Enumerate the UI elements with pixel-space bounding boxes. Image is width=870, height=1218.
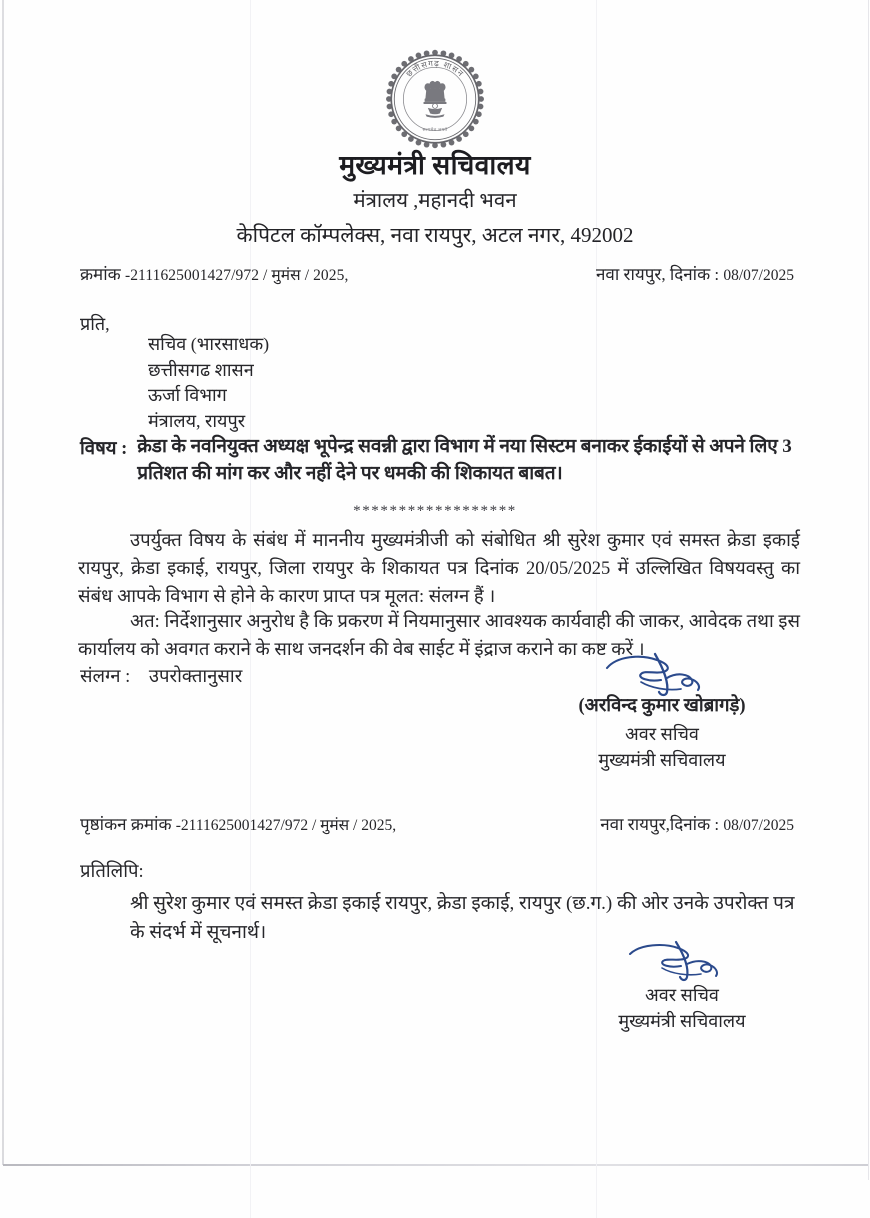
endorsement-place-date-block bbox=[600, 812, 794, 835]
copy-to-label: प्रतिलिपि: bbox=[80, 862, 144, 882]
handwritten-signature-icon bbox=[622, 938, 742, 984]
subject-text: क्रेडा के नवनियुक्त अध्यक्ष भूपेन्द्र सवन्नी द्वारा विभाग में नया सिस्टम बनाकर ईकाईयों से अपने लिए 3 प्रतिशत की मांग कर और नहीं देने पर धमकी की शिकायत बाबत। bbox=[137, 436, 792, 484]
to-label: प्रति, bbox=[80, 314, 110, 334]
body-paragraph-1: उपर्युक्त विषय के संबंध में माननीय मुख्यमंत्रीजी को संबोधित श्री सुरेश कुमार एवं समस्त क्रेडा इकाई रायपुर, क्रेडा इकाई, रायपुर, जिला रायपुर के शिकायत पत्र दिनांक 20/05/2025 में उल्लिखित विषयवस्तु का संबंध आपके विभाग से होने के कारण प्राप्त पत्र मूलत: संलग्न हैं । bbox=[78, 531, 800, 608]
endorsement-number: -2111625001427/972 / मुमंस / 2025, bbox=[175, 817, 397, 834]
reference-number-block bbox=[80, 262, 348, 285]
enclosure-label: संलग्न : bbox=[80, 667, 131, 687]
enclosure-block bbox=[80, 663, 242, 688]
addressee-line: मंत्रालय, रायपुर bbox=[148, 410, 246, 431]
addressee-block bbox=[148, 332, 269, 434]
government-emblem-icon bbox=[383, 47, 487, 151]
reference-label: क्रमांक bbox=[80, 265, 121, 284]
signature-block-secondary bbox=[560, 938, 804, 1034]
reference-number: -2111625001427/972 / मुमंस / 2025, bbox=[124, 267, 349, 284]
addressee-line: ऊर्जा विभाग bbox=[148, 385, 227, 406]
organization-title: मुख्यमंत्री सचिवालय bbox=[339, 150, 531, 180]
subject-label: विषय : bbox=[80, 439, 128, 459]
organization-subtitle-1: मंत्रालय ,महानदी भवन bbox=[353, 190, 517, 213]
organization-address: केपिटल कॉम्पलेक्स, नवा रायपुर, अटल नगर, 492002 bbox=[236, 223, 634, 248]
endorsement-label: पृष्ठांकन क्रमांक bbox=[80, 815, 172, 834]
endorsement-date: 08/07/2025 bbox=[723, 817, 794, 834]
subject-block bbox=[80, 434, 800, 488]
endorsement-row bbox=[80, 812, 794, 835]
signer-office: मुख्यमंत्री सचिवालय bbox=[618, 1011, 746, 1032]
place-date-block bbox=[596, 262, 794, 285]
addressee-line: सचिव (भारसाधक) bbox=[148, 334, 270, 354]
handwritten-signature-icon bbox=[597, 648, 727, 700]
asterisk-divider: ****************** bbox=[353, 503, 517, 519]
endorsement-place-label: नवा रायपुर,दिनांक : bbox=[600, 815, 720, 834]
place-date-label: नवा रायपुर, दिनांक : bbox=[595, 265, 720, 284]
emblem-container bbox=[0, 47, 870, 151]
letterhead bbox=[0, 150, 870, 251]
signer-office: मुख्यमंत्री सचिवालय bbox=[598, 750, 726, 771]
signer-name: (अरविन्द कुमार खोब्रागड़े) bbox=[578, 696, 746, 716]
copy-to-text: श्री सुरेश कुमार एवं समस्त क्रेडा इकाई रायपुर, क्रेडा इकाई, रायपुर (छ.ग.) की ओर उनके उपरोक्त पत्र के संदर्भ में सूचनार्थ। bbox=[130, 893, 795, 943]
letter-date: 08/07/2025 bbox=[723, 267, 794, 284]
endorsement-number-block bbox=[80, 812, 396, 835]
svg-text:छत्तीसगढ़ शासन: छत्तीसगढ़ शासन bbox=[404, 58, 466, 79]
enclosure-value: उपरोक्तानुसार bbox=[148, 667, 243, 687]
reference-row bbox=[80, 262, 794, 285]
signature-block-primary bbox=[520, 648, 804, 773]
signer-designation: अवर सचिव bbox=[645, 985, 719, 1005]
signer-designation: अवर सचिव bbox=[625, 723, 699, 744]
scan-edge-bottom bbox=[3, 1164, 868, 1166]
svg-text:सत्यमेव जयते: सत्यमेव जयते bbox=[422, 127, 448, 133]
body-paragraph-2: अत: निर्देशानुसार अनुरोध है कि प्रकरण में नियमानुसार आवश्यक कार्यवाही की जाकर, आवेदक तथा इस कार्यालय को अवगत कराने के साथ जनदर्शन की वेब साईट में इंद्राज कराने का कष्ट करें । bbox=[78, 612, 800, 661]
addressee-line: छत्तीसगढ शासन bbox=[148, 359, 254, 380]
